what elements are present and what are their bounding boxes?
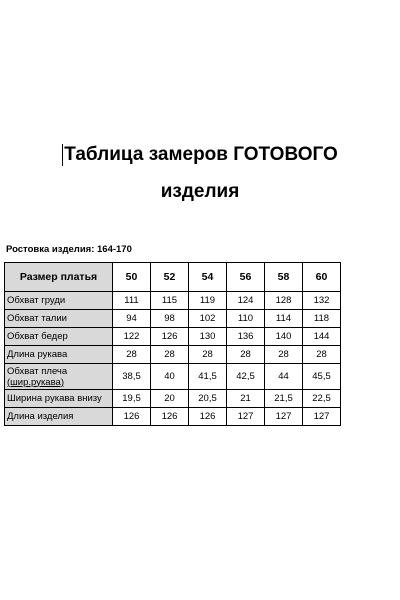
table-cell: 20: [151, 390, 189, 408]
table-cell: 126: [113, 408, 151, 426]
table-cell: 28: [265, 346, 303, 364]
table-cell: 111: [113, 292, 151, 310]
table-row: [5, 408, 341, 426]
row-label: Длина изделия: [5, 408, 113, 426]
table-cell: 94: [113, 310, 151, 328]
table-cell: 42,5: [227, 364, 265, 390]
row-label: [5, 364, 113, 390]
size-header: 60: [303, 263, 341, 292]
table-cell: 102: [189, 310, 227, 328]
table-cell: 28: [151, 346, 189, 364]
table-row: [5, 390, 341, 408]
table-cell: 127: [227, 408, 265, 426]
row-label-main: Обхват плеча: [7, 365, 68, 377]
table-row: [5, 292, 341, 310]
row-label: Обхват талии: [5, 310, 113, 328]
table-cell: 144: [303, 328, 341, 346]
table-cell: 44: [265, 364, 303, 390]
header-size-label: Размер платья: [5, 263, 113, 292]
table-row: [5, 310, 341, 328]
table-cell: 45,5: [303, 364, 341, 390]
table-cell: 38,5: [113, 364, 151, 390]
size-header: 56: [227, 263, 265, 292]
table-row: [5, 346, 341, 364]
size-header: 52: [151, 263, 189, 292]
table-cell: 22,5: [303, 390, 341, 408]
table-cell: 28: [189, 346, 227, 364]
size-table: [4, 262, 341, 426]
table-cell: 110: [227, 310, 265, 328]
table-row: [5, 328, 341, 346]
row-label: Обхват бедер: [5, 328, 113, 346]
table-cell: 127: [303, 408, 341, 426]
table-cell: 130: [189, 328, 227, 346]
size-header: 54: [189, 263, 227, 292]
table-cell: 21: [227, 390, 265, 408]
table-cell: 126: [151, 328, 189, 346]
table-cell: 28: [227, 346, 265, 364]
table-cell: 119: [189, 292, 227, 310]
row-label: Обхват груди: [5, 292, 113, 310]
table-cell: 28: [303, 346, 341, 364]
document-title-line-1: [0, 144, 400, 166]
table-cell: 115: [151, 292, 189, 310]
table-cell: 127: [265, 408, 303, 426]
row-label: Ширина рукава внизу: [5, 390, 113, 408]
row-label-sub: (шир.рукава): [7, 376, 64, 388]
table-cell: 21,5: [265, 390, 303, 408]
table-cell: 126: [189, 408, 227, 426]
height-range-label: Ростовка изделия: 164-170: [6, 244, 132, 255]
table-cell: 124: [227, 292, 265, 310]
row-label: Длина рукава: [5, 346, 113, 364]
table-row: [5, 364, 341, 390]
table-cell: 128: [265, 292, 303, 310]
table-cell: 118: [303, 310, 341, 328]
size-header: 50: [113, 263, 151, 292]
table-cell: 136: [227, 328, 265, 346]
document-title-line-2: изделия: [160, 181, 240, 202]
table-cell: 40: [151, 364, 189, 390]
table-cell: 98: [151, 310, 189, 328]
table-cell: 41,5: [189, 364, 227, 390]
table-cell: 28: [113, 346, 151, 364]
table-cell: 114: [265, 310, 303, 328]
title-text-1: Таблица замеров ГОТОВОГО: [64, 144, 338, 165]
table-cell: 140: [265, 328, 303, 346]
table-cell: 19,5: [113, 390, 151, 408]
table-cell: 132: [303, 292, 341, 310]
table-cell: 126: [151, 408, 189, 426]
size-header: 58: [265, 263, 303, 292]
table-cell: 122: [113, 328, 151, 346]
table-header-row: [5, 263, 341, 292]
table-cell: 20,5: [189, 390, 227, 408]
